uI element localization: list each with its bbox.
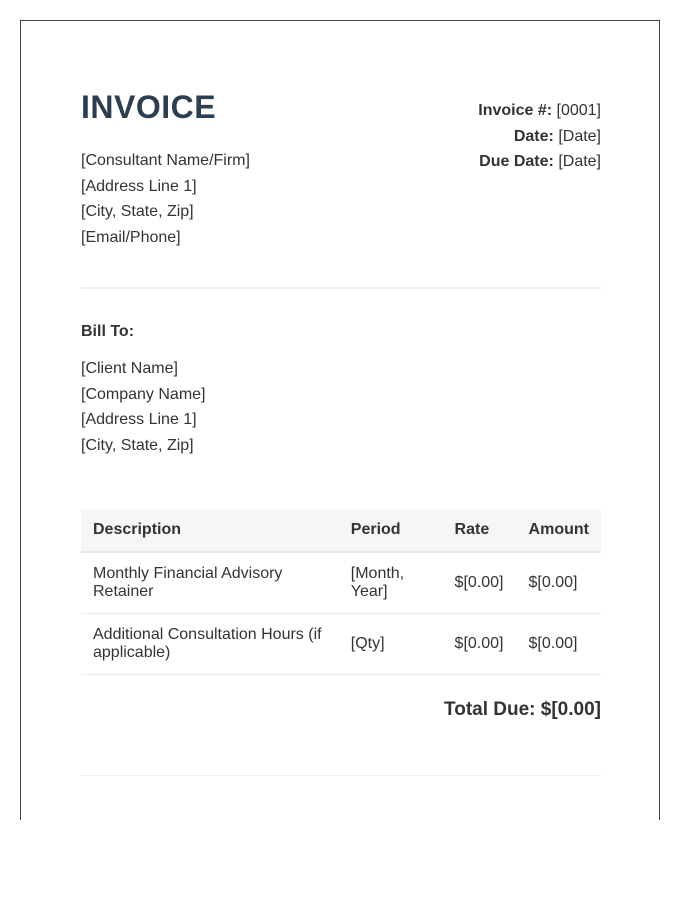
line-items-table bbox=[81, 509, 601, 675]
bill-to-label: Bill To: bbox=[81, 323, 135, 340]
row-period: [Qty] bbox=[339, 614, 443, 675]
header-description: Description bbox=[81, 509, 339, 552]
row-rate: $[0.00] bbox=[443, 552, 517, 614]
client-name: [Client Name] bbox=[81, 360, 178, 377]
header-divider bbox=[81, 287, 601, 289]
client-company: [Company Name] bbox=[81, 385, 206, 403]
table-row bbox=[81, 552, 601, 614]
sender-city: [City, State, Zip] bbox=[81, 203, 194, 221]
invoice-title: INVOICE bbox=[81, 89, 217, 125]
header-period: Period bbox=[339, 509, 443, 552]
client-address: [Address Line 1] bbox=[81, 411, 197, 429]
sender-address: [Address Line 1] bbox=[81, 177, 197, 195]
header-rate: Rate bbox=[443, 509, 517, 552]
table-body bbox=[81, 552, 601, 675]
invoice-number-label: Invoice #: bbox=[478, 102, 553, 119]
footer-divider bbox=[81, 775, 601, 776]
row-rate: $[0.00] bbox=[443, 614, 517, 675]
invoice-content bbox=[81, 89, 601, 720]
invoice-meta bbox=[478, 98, 601, 175]
invoice-header bbox=[81, 89, 601, 259]
bill-to-section bbox=[81, 322, 206, 459]
invoice-due-label: Due Date: bbox=[479, 153, 554, 170]
table-header-row bbox=[81, 509, 601, 552]
sender-name: [Consultant Name/Firm] bbox=[81, 152, 250, 169]
row-period: [Month, Year] bbox=[339, 552, 443, 614]
invoice-date-label: Date: bbox=[513, 127, 554, 145]
invoice-due-value: [Date] bbox=[558, 153, 601, 170]
sender-details bbox=[81, 148, 250, 251]
row-amount: $[0.00] bbox=[517, 552, 601, 614]
invoice-due-date bbox=[478, 149, 601, 175]
invoice-page bbox=[20, 20, 660, 820]
client-city: [City, State, Zip] bbox=[81, 437, 194, 455]
header-amount: Amount bbox=[517, 509, 601, 552]
total-due: Total Due: $[0.00] bbox=[444, 699, 601, 720]
bill-to-details bbox=[81, 356, 206, 459]
row-description: Monthly Financial Advisory Retainer bbox=[81, 552, 339, 614]
invoice-date-value: [Date] bbox=[558, 127, 601, 145]
table-header bbox=[81, 509, 601, 552]
invoice-number-value: [0001] bbox=[556, 102, 601, 119]
row-amount: $[0.00] bbox=[517, 614, 601, 675]
row-description: Additional Consultation Hours (if applicable) bbox=[81, 614, 339, 675]
sender-contact: [Email/Phone] bbox=[81, 229, 181, 247]
invoice-number bbox=[478, 98, 601, 124]
table-row bbox=[81, 614, 601, 675]
invoice-date bbox=[478, 124, 601, 150]
